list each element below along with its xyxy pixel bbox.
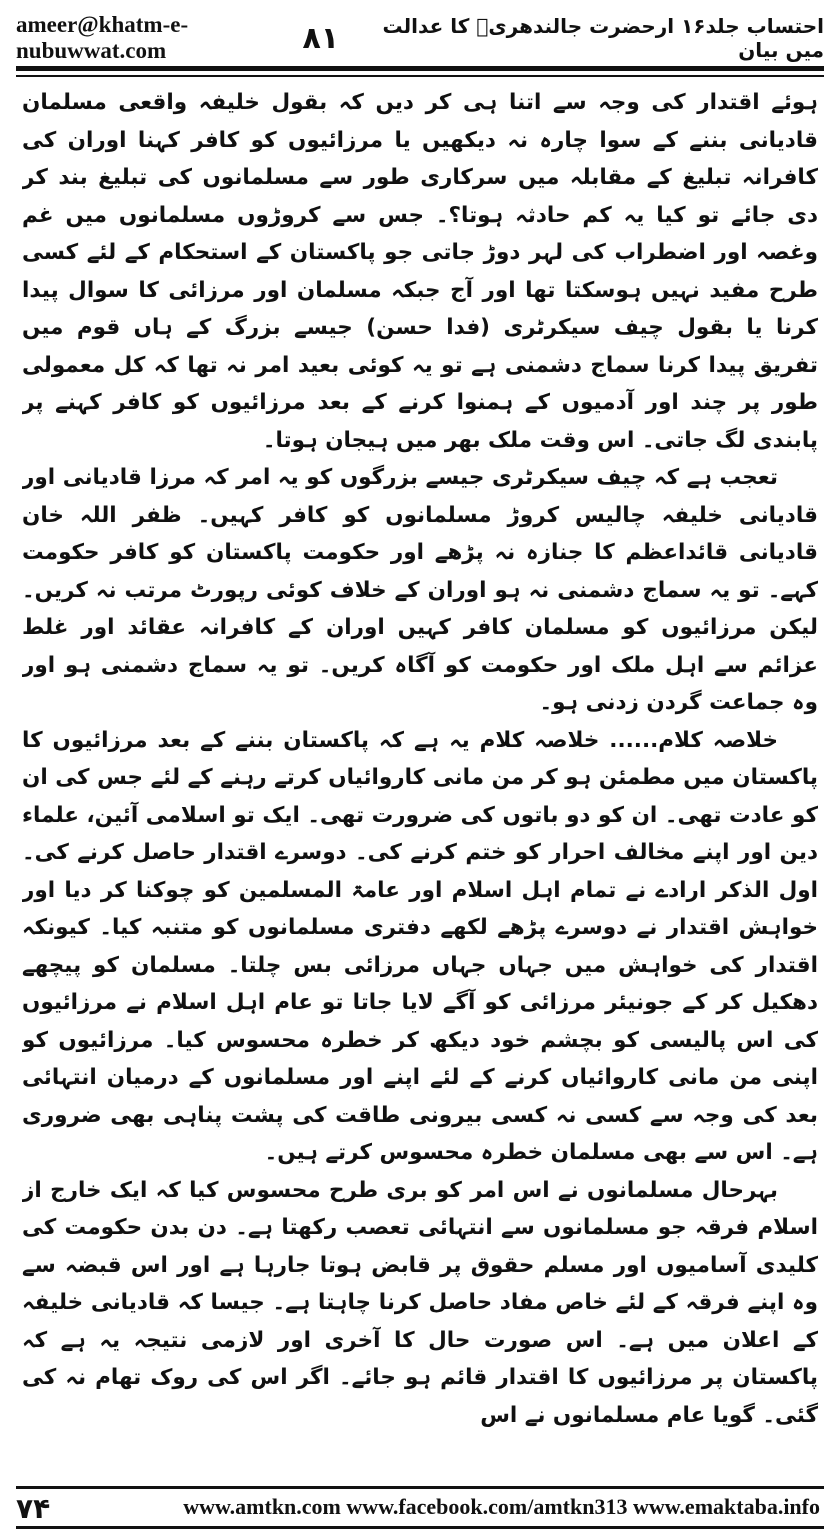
- paragraph-1: ہوئے اقتدار کی وجہ سے اتنا ہی کر دیں کہ بقول خلیفہ واقعی مسلمان قادیانی بننے کے سوا چارہ نہ دیکھیں یا مرزائیوں کو کافر کہنا اوران کی کافرانہ تبلیغ کے مقابلہ میں سرکاری طور سے مسلمانوں کی تبلیغ بند کر دی جائے تو کیا یہ کم حادثہ ہوتا؟۔ جس سے کروڑوں مسلمانوں میں غم وغصہ اور اضطراب کی لہر دوڑ جاتی جو پاکستان کے استحکام کے لئے کسی طرح مفید نہیں ہوسکتا تھا اور آج جبکہ مسلمان اور مرزائی کا سوال پیدا کرنا یا بقول چیف سیکرٹری (فدا حسن) جیسے بزرگ کے ہاں قوم میں تفریق پیدا کرنا سماج دشمنی ہے تو یہ کوئی بعید امر نہ تھا کہ کل معمولی طور پر چند اور آدمیوں کے ہمنوا کرنے کے بعد مرزائیوں کو کافر کہنے پر پابندی لگ جاتی۔ اس وقت ملک بھر میں ہیجان ہوتا۔: [22, 90, 818, 453]
- body-text: [22, 84, 818, 1464]
- paragraph-2: تعجب ہے کہ چیف سیکرٹری جیسے بزرگوں کو یہ امر کہ مرزا قادیانی اور قادیانی خلیفہ چالیس کروڑ مسلمانوں کو کافر کہیں۔ ظفر اللہ خان قادیانی قائداعظم کا جنازہ نہ پڑھے اور حکومت پاکستان کو کافر حکومت کہے۔ تو یہ سماج دشمنی نہ ہو اوران کے خلاف کوئی رپورٹ مرتب نہ کریں۔ لیکن مرزائیوں کو مسلمان کافر کہیں اوران کے کافرانہ عقائد اور غلط عزائم سے اہل ملک اور حکومت کو آگاہ کریں۔ تو یہ سماج دشمنی ہو اور وہ جماعت گردن زدنی ہو۔: [22, 465, 818, 715]
- header-title: احتساب جلد۱۶ ارحضرت جالندھریؒ کا عدالت میں بیان: [382, 14, 824, 62]
- paragraph-3: خلاصہ کلام...... خلاصہ کلام یہ ہے کہ پاکستان بننے کے بعد مرزائیوں کا پاکستان میں مطمئن ہو کر من مانی کاروائیاں کرتے رہنے کے لئے جس کی ان کو عادت تھی۔ ان کو دو باتوں کی ضرورت تھی۔ ایک تو اسلامی آئین، علماء دین اور اپنے مخالف احرار کو ختم کرنے کی۔ دوسرے اقتدار حاصل کرنے کی۔ اول الذکر ارادے نے تمام اہل اسلام اور عامۃ المسلمین کو چوکنا کر دیا اور خواہش اقتدار نے دوسرے پڑھے لکھے دفتری مسلمانوں کو متنبہ کیا۔ کیونکہ اقتدار کی خواہش میں جہاں جہاں مرزائی بس چلتا۔ مسلمان کو پیچھے دھکیل کر کے جونیئر مرزائی کو آگے لایا جاتا تو عام اہل اسلام نے مرزائیوں کی اس پالیسی کو بچشم خود دیکھ کر خطرہ محسوس کیا۔ مرزائیوں کو اپنی من مانی کاروائیاں کرنے کے لئے اپنے اور مسلمانوں کے درمیان انتہائی بعد کی وجہ سے کسی نہ کسی بیرونی طاقت کی پشت پناہی بھی ضروری ہے۔ اس سے بھی مسلمان خطرہ محسوس کرتے ہیں۔: [22, 727, 818, 1165]
- page-header: [16, 10, 824, 66]
- header-email: ameer@khatm-e-nubuwwat.com: [16, 12, 189, 63]
- footer-page-number: ۷۴: [16, 1492, 51, 1525]
- footer-urls: www.amtkn.com www.facebook.com/amtkn313 www.emaktaba.info: [183, 1494, 820, 1519]
- header-page-number: ۸۱: [302, 20, 340, 56]
- footer-rule-top: [16, 1486, 824, 1489]
- header-right-group: [302, 14, 824, 62]
- header-rule-thick: [16, 66, 824, 71]
- footer-rule-bottom: [16, 1526, 824, 1529]
- page-footer: [16, 1486, 824, 1530]
- header-rule-thin: [16, 75, 824, 77]
- paragraph-4: بہرحال مسلمانوں نے اس امر کو بری طرح محسوس کیا کہ ایک خارج از اسلام فرقہ جو مسلمانوں سے انتہائی تعصب رکھتا ہے۔ دن بدن حکومت کی کلیدی آسامیوں اور مسلم حقوق پر قابض ہوتا جارہا ہے اور اس قبضہ سے وہ اپنے فرقہ کے لئے خاص مفاد حاصل کرنا چاہتا ہے۔ جیسا کہ قادیانی خلیفہ کے اعلان میں ہے۔ اس صورت حال کا آخری اور لازمی نتیجہ یہ ہے کہ پاکستان پر مرزائیوں کا اقتدار قائم ہو جائے۔ اگر اس کی روک تھام نہ کی گئی۔ گویا عام مسلمانوں نے اس: [22, 1177, 818, 1428]
